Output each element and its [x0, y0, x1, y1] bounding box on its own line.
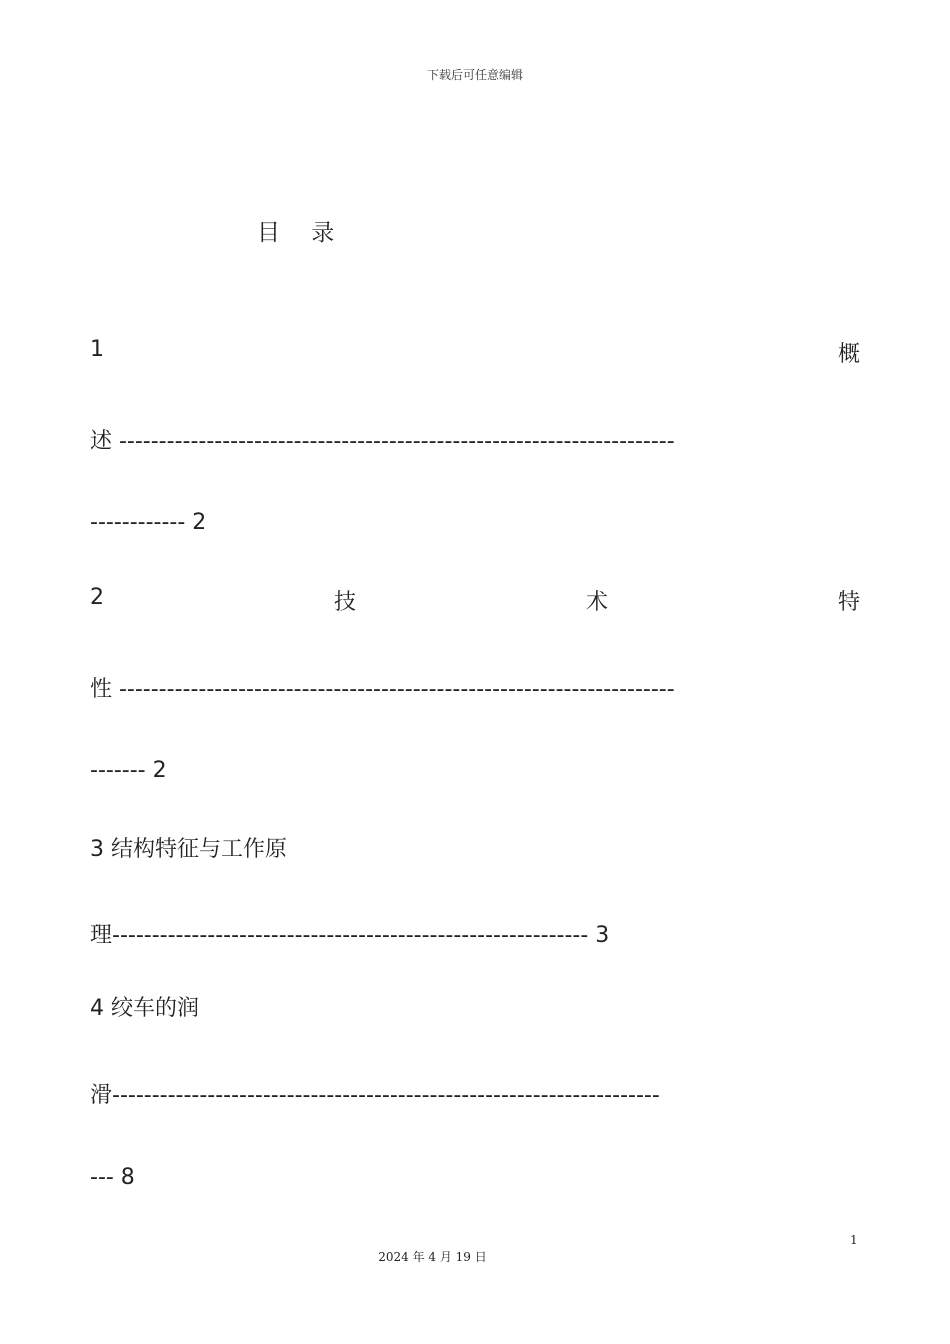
toc-entry-3-line-2: 理------------------------------------------------------------ 3 [90, 923, 610, 948]
toc-entry-1-line-1 [90, 337, 860, 368]
toc-entry-4-line-3: --- 8 [90, 1165, 135, 1190]
toc-entry-1-line-3: ------------ 2 [90, 510, 207, 535]
toc-entry-2-char-3: 术 [585, 590, 608, 615]
footer-date: 2024 年 4 月 19 日 [378, 1250, 487, 1264]
toc-entry-2-line-3: ------- 2 [90, 758, 167, 783]
toc-entry-2-line-2: 性 ---------------------------------------------------------------------- [90, 677, 675, 702]
toc-entry-1-line-2: 述 ---------------------------------------------------------------------- [90, 429, 675, 454]
toc-entry-4-line-2: 滑--------------------------------------------------------------------- [90, 1083, 660, 1108]
toc-entry-2-line-1 [90, 585, 860, 616]
toc-entry-1-char: 概 [837, 342, 860, 367]
toc-title: 目 录 [257, 220, 347, 246]
toc-entry-3-line-1: 3 结构特征与工作原 [90, 837, 287, 862]
page-header: 下载后可任意编辑 [426, 68, 523, 82]
page-number: 1 [850, 1233, 858, 1247]
toc-entry-4-line-1: 4 绞车的润 [90, 996, 199, 1021]
toc-entry-2-char-2: 技 [333, 590, 356, 615]
toc-entry-1-number: 1 [90, 337, 104, 362]
toc-entry-2-char-4: 特 [837, 590, 860, 615]
toc-entry-2-char-1: 2 [90, 585, 104, 610]
